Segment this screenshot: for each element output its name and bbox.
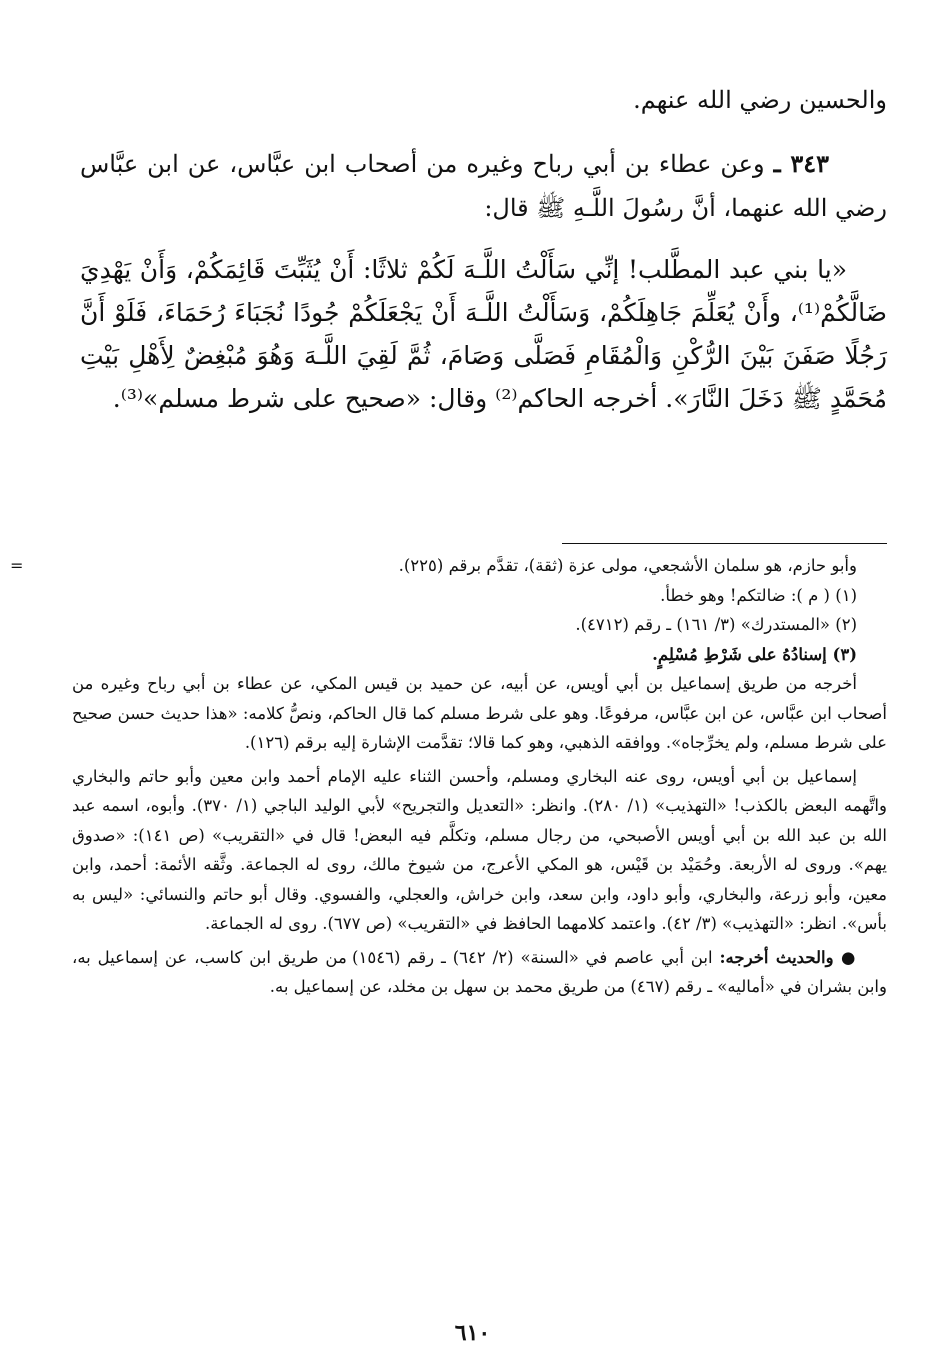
continuation-mark: = — [10, 556, 24, 575]
footnote-continuation — [10, 551, 887, 581]
footnote-1: (١) ( م ): ضالتكم! وهو خطأ. — [660, 585, 857, 605]
footnote-3: (٣) إسنادُهُ على شَرْطِ مُسْلِمٍ. — [652, 644, 857, 664]
footnote-paragraph-2: إسماعيل بن أبي أويس، روى عنه البخاري ومسلم، وأحسن الثناء عليه الإمام أحمد وابن معين وأبو حاتم والبخاري واتَّهمه البعض بالكذب! «التهذيب» (١/ ٢٨٠). وانظر: «التعديل والتجريح» لأبي الوليد الباجي (١/ ٣٧٠). وأبوه، اسمه عبد الله بن عبد الله بن أبي أويس الأصبحي، من رجال مسلم، وتكلَّم فيه البعض! قال في «التقريب» (ص ١٤١): «صدوق يهم». وروى له الأربعة. وحُمَيْد بن قَيْس، هو المكي الأعرج، من شيوخ مالك، روى له الجماعة. وثَّقه الأئمة: أحمد، وابن معين، وأبو زرعة، والبخاري، وأبو داود، وابن سعد، وابن خراش، والعجلي، والفسوي. وقال أبو حاتم والنسائي: «ليس به بأس». انظر: «التهذيب» (٣/ ٤٢). واعتمد كلامهما الحافظ في «التقريب» (ص ٦٧٧). روى له الجماعة. — [72, 766, 888, 933]
continuation-text: وأبو حازم، هو سلمان الأشجعي، مولى عزة (ثقة)، تقدَّم برقم (٢٢٥). — [398, 556, 857, 575]
page-number: ٦١٠ — [454, 1320, 491, 1346]
lead-line: والحسين رضي الله عنهم. — [633, 86, 887, 114]
takhrij-lead: ● والحديث أخرجه: — [719, 947, 858, 967]
hadith-number: ٣٤٣ ـ — [773, 149, 830, 178]
footnotes — [10, 551, 888, 1002]
footnote-2: (٢) «المستدرك» (٣/ ١٦١) ـ رقم (٤٧١٢). — [575, 615, 857, 634]
footnote-separator — [562, 543, 887, 544]
footnote-paragraph-3 — [72, 943, 887, 1002]
hadith-intro-text: وعن عطاء بن أبي رباح وغيره من أصحاب ابن عبَّاس، عن ابن عبَّاس رضي الله عنهما، أنَّ رسُولَ اللَّـهِ ﷺ قال: — [80, 150, 887, 222]
hadith-intro — [80, 142, 887, 230]
main-text — [80, 78, 887, 420]
footnote-paragraph-1: أخرجه من طريق إسماعيل بن أبي أويس، عن أبيه، عن حميد بن قيس المكي، عن عطاء بن أبي رباح وغيره من أصحاب ابن عبَّاس، عن ابن عبَّاس، مرفوعًا. وهو على شرط مسلم كما قال الحاكم، ونصُّ كلامه: «هذا حديث حسن صحيح على شرط مسلم، ولم يخرِّجاه». ووافقه الذهبي، وهو كما قالا؛ تقدَّمت الإشارة إليه برقم (١٢٦). — [72, 674, 887, 752]
hadith-text: «يا بني عبد المطَّلب! إنِّي سَأَلْتُ اللَّـهَ لَكُمْ ثلاثًا: أَنْ يُثَبِّتَ قَائِمَكُمْ، وَأَنْ يَهْدِيَ ضَالَّكُمْ⁽¹⁾، وأَنْ يُعَلِّمَ جَاهِلَكُمْ، وَسَأَلْتُ اللَّـهَ أَنْ يَجْعَلَكُمْ جُودًا نُجَبَاءَ رُحَمَاءَ، فَلَوْ أَنَّ رَجُلًا صَفَنَ بَيْنَ الرُّكْنِ وَالْمُقَامِ فَصَلَّى وَصَامَ، ثُمَّ لَقِيَ اللَّـهَ وَهُوَ مُبْغِضٌ لِأَهْلِ بَيْتِ مُحَمَّدٍ ﷺ دَخَلَ النَّارَ». أخرجه الحاكم⁽²⁾ وقال: «صحيح على شرط مسلم»⁽³⁾. — [80, 255, 887, 413]
takhrij-text: ابن أبي عاصم في «السنة» (٢/ ٦٤٢) ـ رقم (١٥٤٦) من طريق ابن كاسب، عن إسماعيل به، وابن بشران في «أماليه» ـ رقم (٤٦٧) من طريق محمد بن سهل بن مخلد، عن إسماعيل به. — [72, 947, 887, 996]
